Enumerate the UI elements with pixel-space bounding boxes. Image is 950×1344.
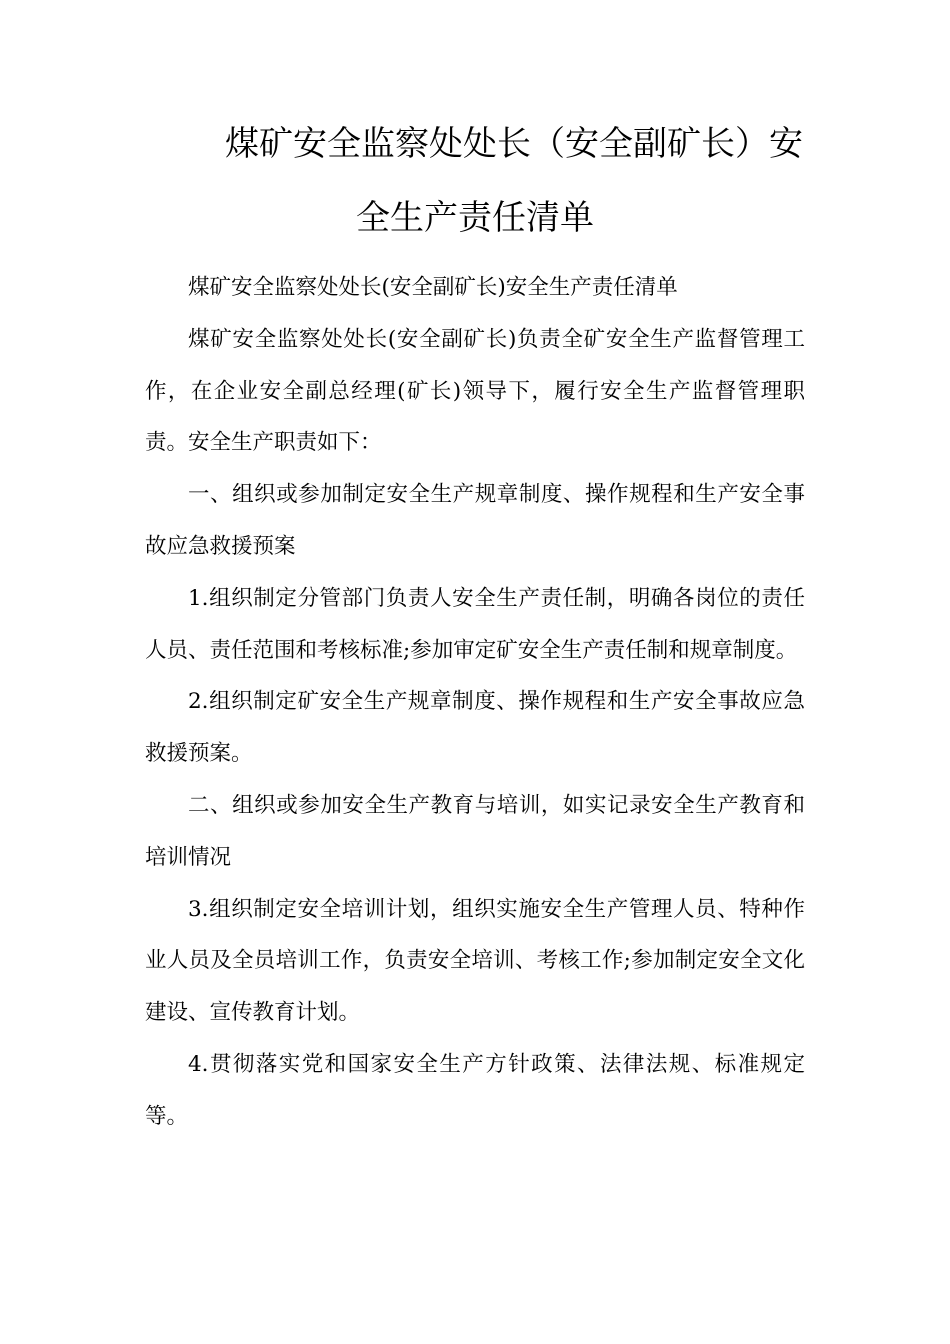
section-heading-2: 二、组织或参加安全生产教育与培训，如实记录安全生产教育和培训情况: [145, 792, 805, 870]
paragraph-item-1: 1.组织制定分管部门负责人安全生产责任制，明确各岗位的责任人员、责任范围和考核标准;参加审定矿安全生产责任制和规章制度。: [145, 585, 805, 663]
section-heading-1: 一、组织或参加制定安全生产规章制度、操作规程和生产安全事故应急救援预案: [145, 482, 805, 559]
paragraph-item-2: 2.组织制定矿安全生产规章制度、操作规程和生产安全事故应急救援预案。: [145, 689, 805, 767]
document-body: [145, 262, 805, 1143]
paragraph-subtitle: 煤矿安全监察处处长(安全副矿长)安全生产责任清单: [188, 275, 678, 300]
document-title-line-1: 煤矿安全监察处处长（安全副矿长）安: [225, 124, 803, 164]
paragraph-intro: 煤矿安全监察处处长(安全副矿长)负责全矿安全生产监督管理工作，在企业安全副总经理(矿长)领导下，履行安全生产监督管理职责。安全生产职责如下：: [145, 326, 805, 456]
paragraph-item-3: 3.组织制定安全培训计划，组织实施安全生产管理人员、特种作业人员及全员培训工作，负责安全培训、考核工作;参加制定安全文化建设、宣传教育计划。: [145, 896, 805, 1026]
document-title-line-2: 全生产责任清单: [356, 198, 594, 238]
paragraph-item-4: 4.贯彻落实党和国家安全生产方针政策、法律法规、标准规定等。: [145, 1051, 805, 1129]
